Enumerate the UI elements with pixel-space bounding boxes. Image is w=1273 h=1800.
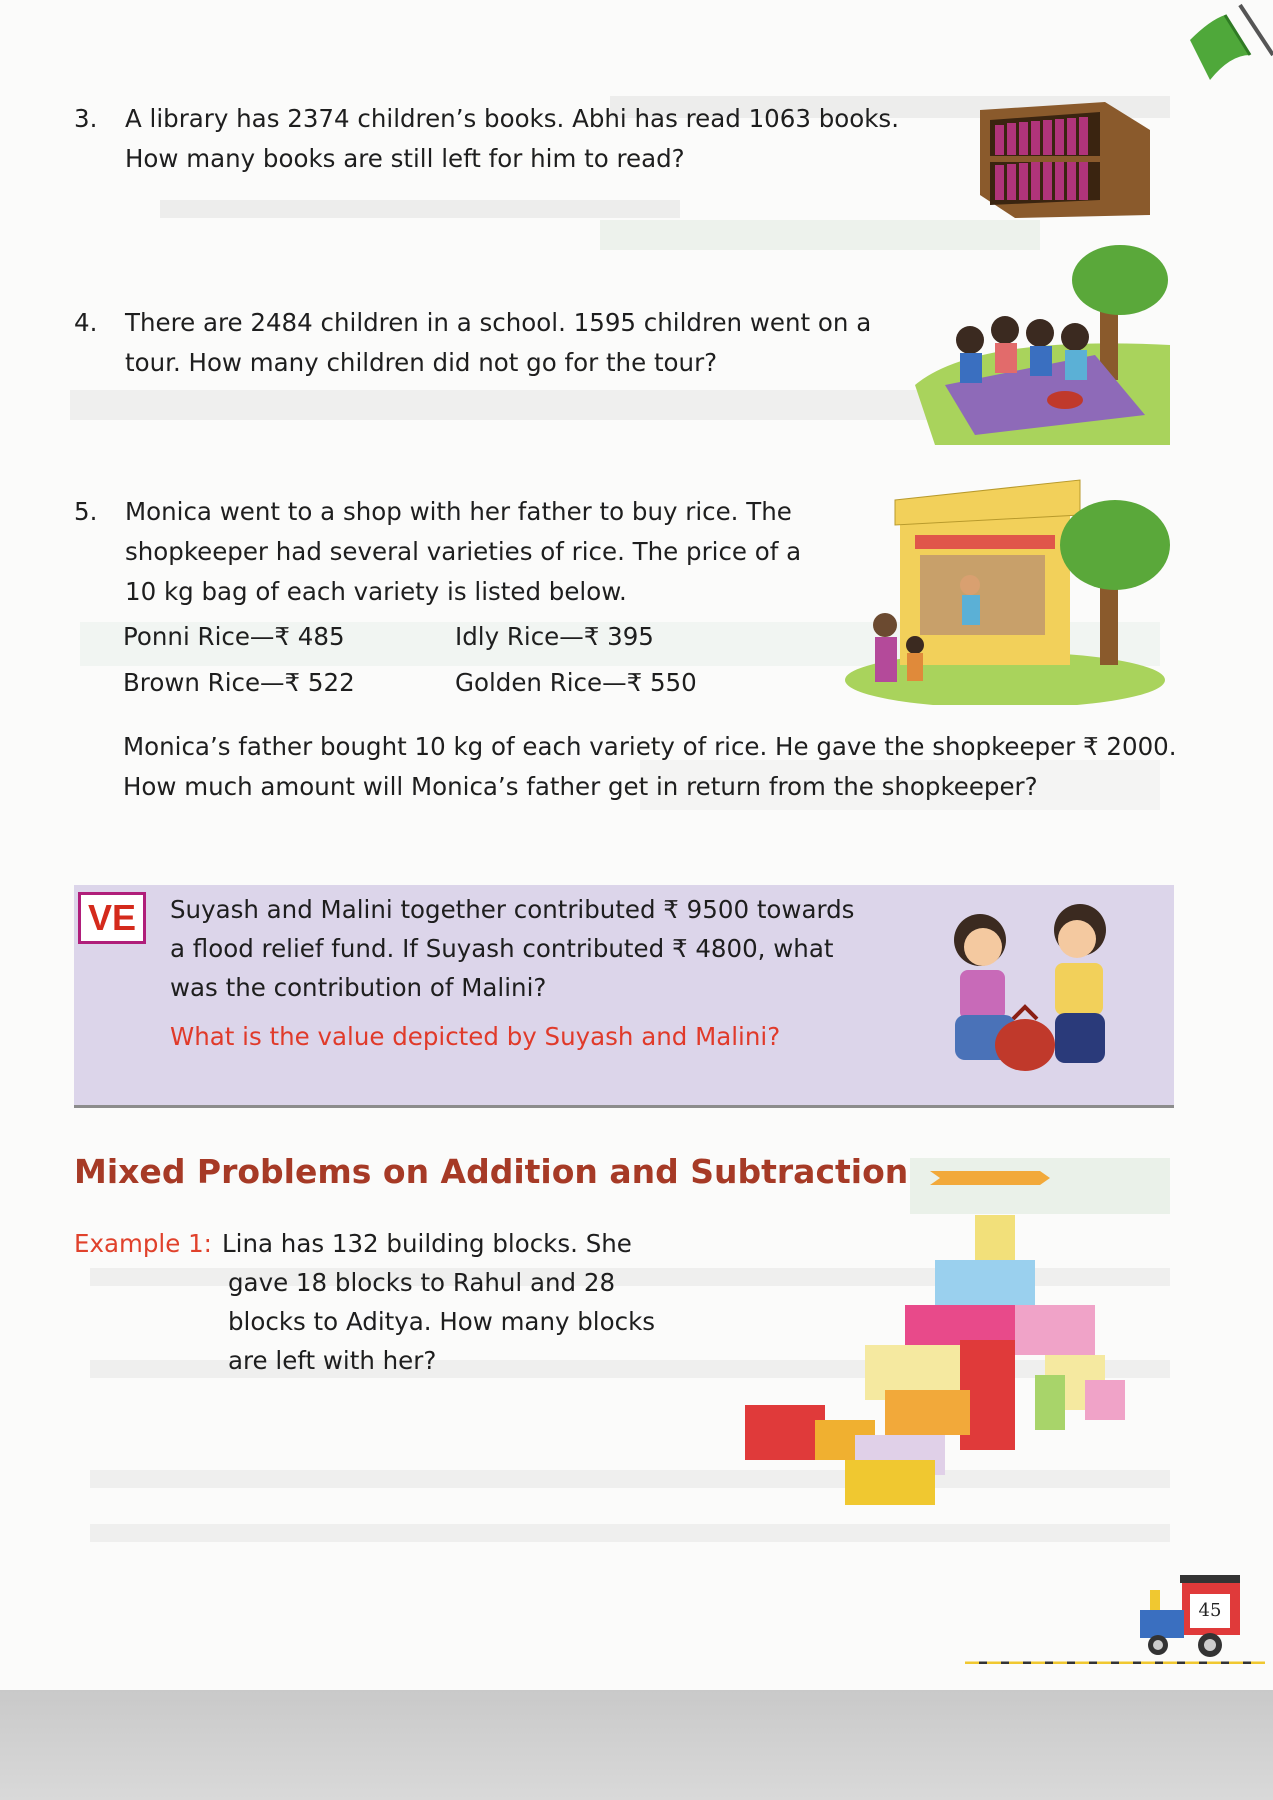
rice-price-golden: Golden Rice—₹ 550 <box>455 668 697 697</box>
example-label: Example 1: <box>74 1229 212 1258</box>
value-education-text <box>170 890 854 1056</box>
rice-price-brown: Brown Rice—₹ 522 <box>123 668 355 697</box>
heading-arrow <box>930 1163 1050 1193</box>
flag-decoration <box>1180 0 1273 90</box>
question-line: 10 kg bag of each variety is listed below. <box>125 577 627 606</box>
section-heading: Mixed Problems on Addition and Subtraction <box>74 1152 909 1191</box>
bookshelf-illustration <box>975 100 1155 220</box>
question-number: 4. <box>74 308 98 337</box>
question-5-followup <box>123 727 1177 807</box>
question-line: Monica went to a shop with her father to buy rice. The <box>125 497 792 526</box>
rail-track <box>965 1654 1265 1664</box>
question-line: shopkeeper had several varieties of rice. The price of a <box>125 537 802 566</box>
scan-bottom-margin <box>0 1690 1273 1800</box>
picnic-illustration <box>915 245 1170 445</box>
children-donating-illustration <box>925 895 1145 1095</box>
shop-illustration <box>840 475 1170 705</box>
question-line: How many books are still left for him to read? <box>125 144 685 173</box>
example-line: gave 18 blocks to Rahul and 28 <box>228 1268 616 1297</box>
question-number: 5. <box>74 497 98 526</box>
example-line: Lina has 132 building blocks. She <box>222 1229 632 1258</box>
question-line: There are 2484 children in a school. 1595 children went on a <box>125 308 872 337</box>
question-line: tour. How many children did not go for the tour? <box>125 348 718 377</box>
question-line: How much amount will Monica’s father get in return from the shopkeeper? <box>123 772 1038 801</box>
ve-line: a flood relief fund. If Suyash contributed ₹ 4800, what <box>170 934 834 963</box>
building-blocks-illustration <box>745 1205 1135 1505</box>
ve-line: was the contribution of Malini? <box>170 973 547 1002</box>
rice-price-idly: Idly Rice—₹ 395 <box>455 622 654 651</box>
example-line: blocks to Aditya. How many blocks <box>228 1307 656 1336</box>
ve-line: Suyash and Malini together contributed ₹ 9500 towards <box>170 895 855 924</box>
ve-badge: VE <box>78 892 146 944</box>
question-line: Monica’s father bought 10 kg of each variety of rice. He gave the shopkeeper ₹ 2000. <box>123 732 1177 761</box>
example-line: are left with her? <box>228 1346 437 1375</box>
ve-question: What is the value depicted by Suyash and Malini? <box>170 1022 781 1051</box>
rice-price-ponni: Ponni Rice—₹ 485 <box>123 622 345 651</box>
question-line: A library has 2374 children’s books. Abhi has read 1063 books. <box>125 104 899 133</box>
page-number: 45 <box>1190 1594 1230 1628</box>
question-number: 3. <box>74 104 98 133</box>
